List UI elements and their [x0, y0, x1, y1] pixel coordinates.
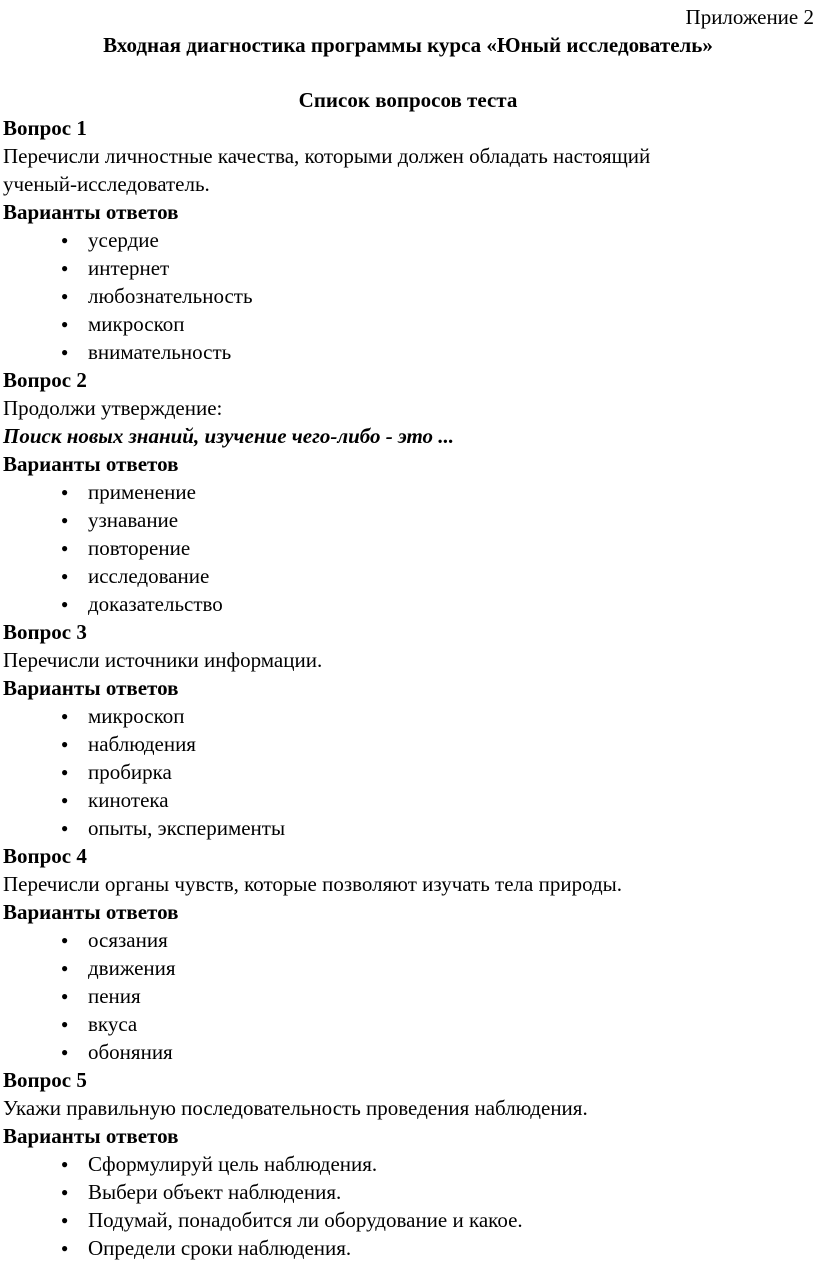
questions-list — [3, 114, 813, 1262]
answer-options-list — [3, 926, 813, 1066]
bullet-icon: ● — [61, 261, 69, 275]
question-text: Укажи правильную последовательность проведения наблюдения. — [3, 1096, 588, 1120]
answer-option-text: интернет — [88, 256, 170, 280]
question-block — [3, 618, 813, 842]
answer-option-text: внимательность — [88, 340, 232, 364]
answer-option-text: микроскоп — [88, 312, 185, 336]
answer-option-text: опыты, эксперименты — [88, 816, 286, 840]
answer-option-text: исследование — [88, 564, 210, 588]
answer-option-text: любознательность — [88, 284, 253, 308]
question-text: Перечисли источники информации. — [3, 648, 323, 672]
answer-option — [3, 758, 813, 786]
bullet-icon: ● — [61, 765, 69, 779]
question-text: Перечисли личностные качества, которыми должен обладать настоящий — [3, 144, 651, 168]
answer-option — [3, 310, 813, 338]
bullet-icon: ● — [61, 233, 69, 247]
answers-heading: Варианты ответов — [3, 676, 179, 700]
answer-option-text: осязания — [88, 928, 168, 952]
document-title: Входная диагностика программы курса «Юный исследователь» — [103, 33, 713, 57]
bullet-icon: ● — [61, 1241, 69, 1255]
answer-option-text: вкуса — [88, 1012, 138, 1036]
answer-option — [3, 814, 813, 842]
bullet-icon: ● — [61, 737, 69, 751]
answer-option-text: пения — [88, 984, 141, 1008]
answers-heading: Варианты ответов — [3, 452, 179, 476]
answers-heading: Варианты ответов — [3, 200, 179, 224]
question-text: Перечисли органы чувств, которые позволяют изучать тела природы. — [3, 872, 623, 896]
bullet-icon: ● — [61, 1185, 69, 1199]
bullet-icon: ● — [61, 933, 69, 947]
answer-option — [3, 282, 813, 310]
answer-option — [3, 702, 813, 730]
question-text: Продолжи утверждение: — [3, 396, 223, 420]
bullet-icon: ● — [61, 317, 69, 331]
answer-option — [3, 730, 813, 758]
bullet-icon: ● — [61, 1157, 69, 1171]
answer-option — [3, 562, 813, 590]
bullet-icon: ● — [61, 597, 69, 611]
question-text: ученый-исследователь. — [3, 172, 210, 196]
answer-option-text: Сформулируй цель наблюдения. — [88, 1152, 378, 1176]
answer-option-text: усердие — [88, 228, 159, 252]
bullet-icon: ● — [61, 1045, 69, 1059]
answer-option — [3, 1206, 813, 1234]
answer-option — [3, 982, 813, 1010]
answer-option-text: пробирка — [88, 760, 172, 784]
answer-option — [3, 954, 813, 982]
answer-option — [3, 590, 813, 618]
bullet-icon: ● — [61, 961, 69, 975]
answer-option — [3, 338, 813, 366]
bullet-icon: ● — [61, 1017, 69, 1031]
answer-option — [3, 478, 813, 506]
answer-option-text: узнавание — [88, 508, 179, 532]
answer-option-text: микроскоп — [88, 704, 185, 728]
answer-option — [3, 254, 813, 282]
question-block — [3, 1066, 813, 1262]
bullet-icon: ● — [61, 821, 69, 835]
question-heading: Вопрос 1 — [3, 116, 87, 140]
bullet-icon: ● — [61, 513, 69, 527]
question-block — [3, 114, 813, 366]
bullet-icon: ● — [61, 289, 69, 303]
answer-option — [3, 534, 813, 562]
answer-option-text: обоняния — [88, 1040, 173, 1064]
question-heading: Вопрос 5 — [3, 1068, 87, 1092]
answer-option-text: повторение — [88, 536, 191, 560]
question-block — [3, 842, 813, 1066]
answer-option — [3, 506, 813, 534]
answer-option — [3, 1234, 813, 1262]
answer-option — [3, 926, 813, 954]
answer-option-text: Подумай, понадобится ли оборудование и какое. — [88, 1208, 523, 1232]
answer-options-list — [3, 226, 813, 366]
answer-option-text: применение — [88, 480, 196, 504]
answer-options-list — [3, 1150, 813, 1262]
answers-heading: Варианты ответов — [3, 1124, 179, 1148]
answer-option-text: доказательство — [88, 592, 223, 616]
answer-option — [3, 1038, 813, 1066]
answer-option-text: наблюдения — [88, 732, 196, 756]
answer-option-text: движения — [88, 956, 176, 980]
question-block — [3, 366, 813, 618]
answer-options-list — [3, 478, 813, 618]
answer-option — [3, 226, 813, 254]
question-heading: Вопрос 3 — [3, 620, 87, 644]
list-title: Список вопросов теста — [298, 88, 518, 112]
bullet-icon: ● — [61, 345, 69, 359]
answer-option-text: Определи сроки наблюдения. — [88, 1236, 352, 1260]
bullet-icon: ● — [61, 541, 69, 555]
question-heading: Вопрос 2 — [3, 368, 87, 392]
answer-options-list — [3, 702, 813, 842]
bullet-icon: ● — [61, 793, 69, 807]
bullet-icon: ● — [61, 485, 69, 499]
bullet-icon: ● — [61, 709, 69, 723]
answer-option-text: Выбери объект наблюдения. — [88, 1180, 342, 1204]
bullet-icon: ● — [61, 989, 69, 1003]
answer-option — [3, 1010, 813, 1038]
answer-option — [3, 1150, 813, 1178]
answer-option — [3, 786, 813, 814]
bullet-icon: ● — [61, 569, 69, 583]
question-heading: Вопрос 4 — [3, 844, 87, 868]
answer-option — [3, 1178, 813, 1206]
answer-option-text: кинотека — [88, 788, 169, 812]
bullet-icon: ● — [61, 1213, 69, 1227]
appendix-label: Приложение 2 — [685, 5, 814, 29]
question-statement: Поиск новых знаний, изучение чего-либо - это ... — [3, 424, 454, 448]
answers-heading: Варианты ответов — [3, 900, 179, 924]
